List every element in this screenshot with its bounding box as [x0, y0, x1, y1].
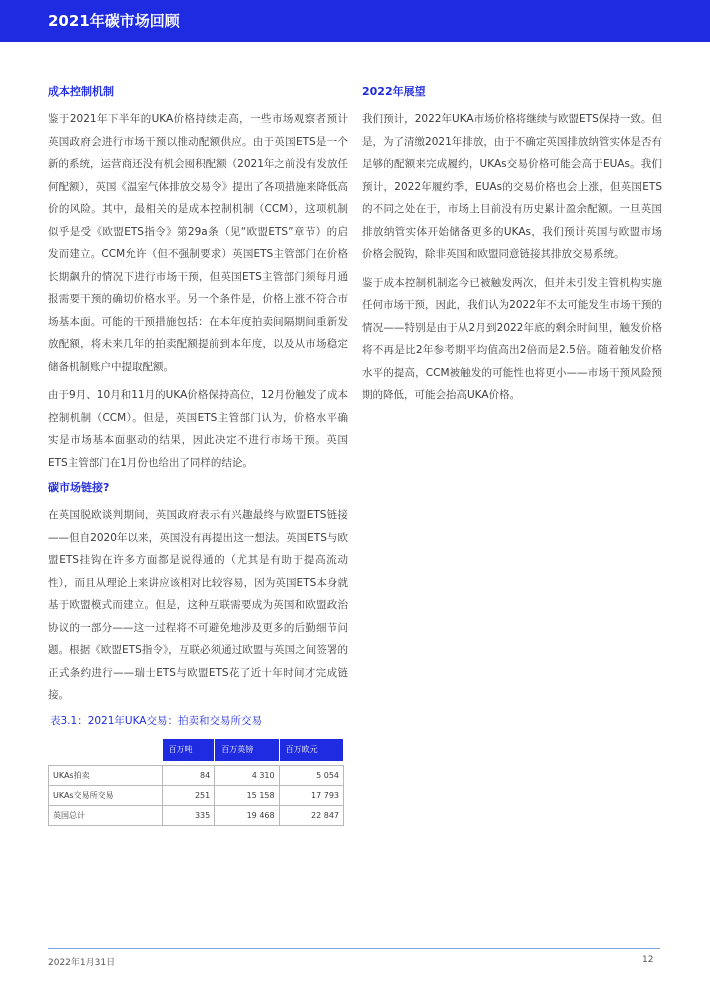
table-cell: 251	[163, 785, 215, 805]
table-row	[49, 765, 344, 785]
paragraph: 我们预计，2022年UKA市场价格将继续与欧盟ETS保持一致。但是，为了清缴2021年排放，由于不确定英国排放纳管实体是否有足够的配额来完成履约，UKAs交易价格可能会高于EUAs。我们预计，2022年履约季，EUAs的交易价格也会上涨，但英国ETS的不同之处在于，市场上目前没有历史累计盈余配额。一旦英国排放纳管实体开始储备更多的UKAs，我们预计英国与欧盟市场价格会脱钩，除非英国和欧盟同意链接其排放交易系统。	[362, 113, 662, 260]
section-heading-linking: 碳市场链接?	[48, 481, 110, 494]
section-heading-outlook: 2022年展望	[362, 85, 426, 98]
table-cell: 84	[163, 765, 215, 785]
section-heading-cost-control: 成本控制机制	[48, 85, 114, 98]
paragraph: 鉴于2021年下半年的UKA价格持续走高，一些市场观察者预计英国政府会进行市场干预以推动配额供应。由于英国ETS是一个新的系统，运营商还没有机会囤积配额（2021年之前没有发放任何配额），英国《温室气体排放交易令》提出了各项措施来降低高价的风险。其中，最相关的是成本控制机制（CCM），这项机制似乎是受《欧盟ETS指令》第29a条（见“欧盟ETS”章节）的启发而建立。CCM允许（但不强制要求）英国ETS主管部门在价格长期飙升的情况下进行市场干预，但英国ETS主管部门须每月通报需要干预的确切价格水平。另一个条件是，价格上涨不符合市场基本面。可能的干预措施包括：在本年度拍卖间隔期间重新发放配额，将未来几年的拍卖配额提前到本年度，以及从市场稳定储备机制账户中提取配额。	[48, 113, 348, 373]
table-row-label: 英国总计	[49, 805, 163, 825]
table-header-row	[49, 739, 344, 761]
footer-divider	[48, 948, 660, 949]
right-column	[362, 84, 662, 413]
uka-trading-table	[48, 739, 344, 826]
paragraph: 由于9月、10月和11月的UKA价格保持高位，12月份触发了成本控制机制（CCM）。但是，英国ETS主管部门认为，价格水平确实是市场基本面驱动的结果，因此决定不进行市场干预。英国 ETS主管部门在1月份也给出了同样的结论。	[48, 389, 348, 469]
paragraph: 在英国脱欧谈判期间，英国政府表示有兴趣最终与欧盟ETS链接——但自2020年以来，英国没有再提出这一想法。英国ETS与欧盟ETS挂钩在许多方面都是说得通的（尤其是有助于提高流动性），而且从理论上来讲应该相对比较容易，因为英国ETS本身就基于欧盟模式而建立。但是，这种互联需要成为英国和欧盟政治协议的一部分——这一过程将不可避免地涉及更多的后勤细节问题。根据《欧盟ETS指令》，互联必须通过欧盟与英国之间签署的正式条约进行——瑞士ETS与欧盟ETS花了近十年时间才完成链接。	[48, 509, 348, 701]
paragraph: 鉴于成本控制机制迄今已被触发两次，但并未引发主管机构实施任何市场干预，因此，我们认为2022年不太可能发生市场干预的情况——特别是由于从2月到2022年底的剩余时间里，触发价格将不再是比2年参考期平均值高出2倍而是2.5倍。随着触发价格水平的提高，CCM被触发的可能性也将更小——市场干预风险预期的降低，可能会抬高UKA价格。	[362, 276, 662, 401]
left-column	[48, 84, 348, 826]
table-row	[49, 805, 344, 825]
table-row-label: UKAs拍卖	[49, 765, 163, 785]
page-number: 12	[642, 955, 654, 965]
table-cell: 19 468	[215, 805, 279, 825]
table-row	[49, 785, 344, 805]
table-cell: 5 054	[279, 765, 343, 785]
table-cell: 22 847	[279, 805, 343, 825]
table-cell: 4 310	[215, 765, 279, 785]
footer-date: 2022年1月31日	[48, 958, 116, 968]
table-cell: 17 793	[279, 785, 343, 805]
table-row-label: UKAs交易所交易	[49, 785, 163, 805]
page-title: 2021年碳市场回顾	[48, 12, 180, 30]
table-header-cell: 百万吨	[163, 739, 215, 761]
table-header-blank	[49, 739, 163, 761]
header-bar	[0, 0, 710, 42]
table-header-cell: 百万英镑	[215, 739, 279, 761]
table-caption: 表3.1：2021年UKA交易：拍卖和交易所交易	[50, 714, 262, 727]
table-header-cell: 百万欧元	[279, 739, 343, 761]
table-cell: 335	[163, 805, 215, 825]
table-cell: 15 158	[215, 785, 279, 805]
